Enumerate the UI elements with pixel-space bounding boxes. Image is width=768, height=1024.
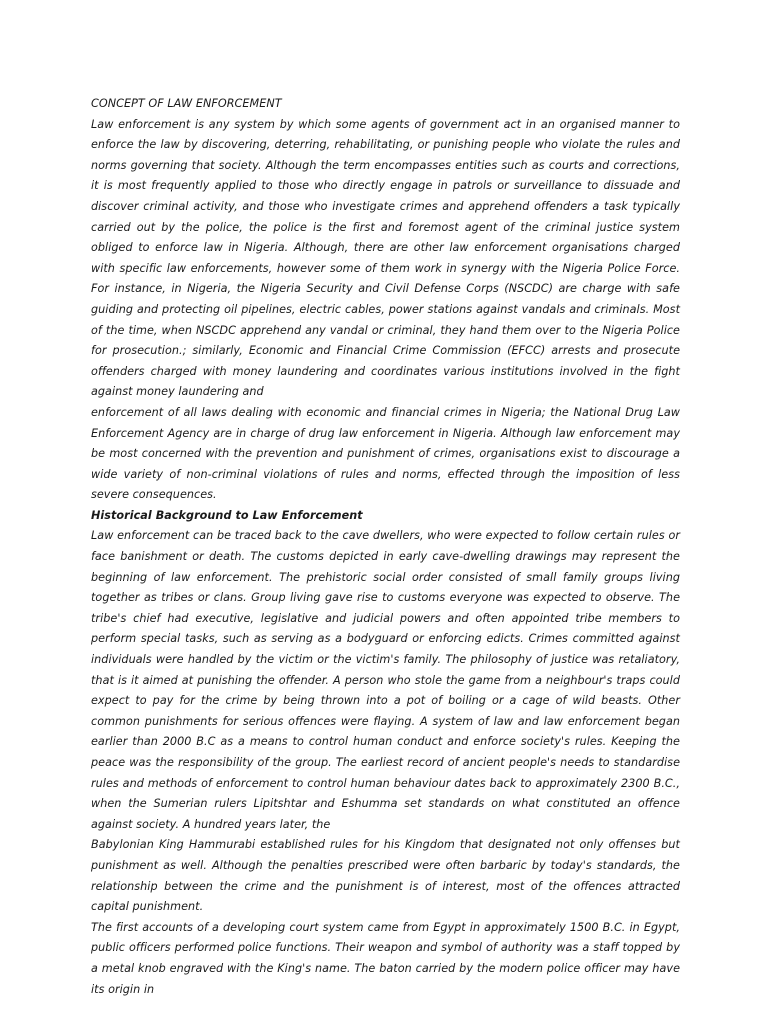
paragraph-history-2: Babylonian King Hammurabi established rules for his Kingdom that designated not only offenses but punishment as well. Although the penalties prescribed were often barbaric by today's standards, the relationship between the crime and the punishment is of interest, most of the offences attracted capital punishment. [91,838,680,914]
section-heading-history: Historical Background to Law Enforcement [91,508,363,522]
paragraph-concept-2: enforcement of all laws dealing with economic and financial crimes in Nigeria; the National Drug Law Enforcement Agency are in charge of drug law enforcement in Nigeria. Although law enforcement may be most concerned with the prevention and punishment of crimes, organisations exist to discourage a wide variety of non-criminal violations of rules and norms, effected through the imposition of less severe consequences. [91,405,680,502]
section-heading-concept: CONCEPT OF LAW ENFORCEMENT [91,97,282,110]
paragraph-history-3: The first accounts of a developing court system came from Egypt in approximately 1500 B.C. in Egypt, public officers performed police functions. Their weapon and symbol of authority was a staff topped by a metal knob engraved with the King's name. The baton carried by the modern police officer may have its origin in [91,920,680,996]
paragraph-history-1: Law enforcement can be traced back to the cave dwellers, who were expected to follow certain rules or face banishment or death. The customs depicted in early cave-dwelling drawings may represent the beginning of law enforcement. The prehistoric social order consisted of small family groups living together as tribes or clans. Group living gave rise to customs everyone was expected to observe. The tribe's chief had executive, legislative and judicial powers and often appointed tribe members to perform special tasks, such as serving as a bodyguard or enforcing edicts. Crimes committed against individuals were handled by the victim or the victim's family. The philosophy of justice was retaliatory, that is it aimed at punishing the offender. A person who stole the game from a neighbour's traps could expect to pay for the crime by being thrown into a pot of boiling or a cage of wild beasts. Other common punishments for serious offences were flaying. A system of law and law enforcement began earlier than 2000 B.C as a means to control human conduct and enforce society's rules. Keeping the peace was the responsibility of the group. The earliest record of ancient people's needs to standardise rules and methods of enforcement to control human behaviour dates back to approximately 2300 B.C., when the Sumerian rulers Lipitshtar and Eshumma set standards on what constituted an offence against society. A hundred years later, the [91,529,680,831]
paragraph-concept-1: Law enforcement is any system by which some agents of government act in an organised manner to enforce the law by discovering, deterring, rehabilitating, or punishing people who violate the rules and norms governing that society. Although the term encompasses entities such as courts and corrections, it is most frequently applied to those who directly engage in patrols or surveillance to dissuade and discover criminal activity, and those who investigate crimes and apprehend offenders a task typically carried out by the police, the police is the first and foremost agent of the criminal justice system obliged to enforce law in Nigeria. Although, there are other law enforcement organisations charged with specific law enforcements, however some of them work in synergy with the Nigeria Police Force. For instance, in Nigeria, the Nigeria Security and Civil Defense Corps (NSCDC) are charge with safe guiding and protecting oil pipelines, electric cables, power stations against vandals and criminals. Most of the time, when NSCDC apprehend any vandal or criminal, they hand them over to the Nigeria Police for prosecution.; similarly, Economic and Financial Crime Commission (EFCC) arrests and prosecute offenders charged with money laundering and coordinates various institutions involved in the fight against money laundering and [91,117,680,399]
